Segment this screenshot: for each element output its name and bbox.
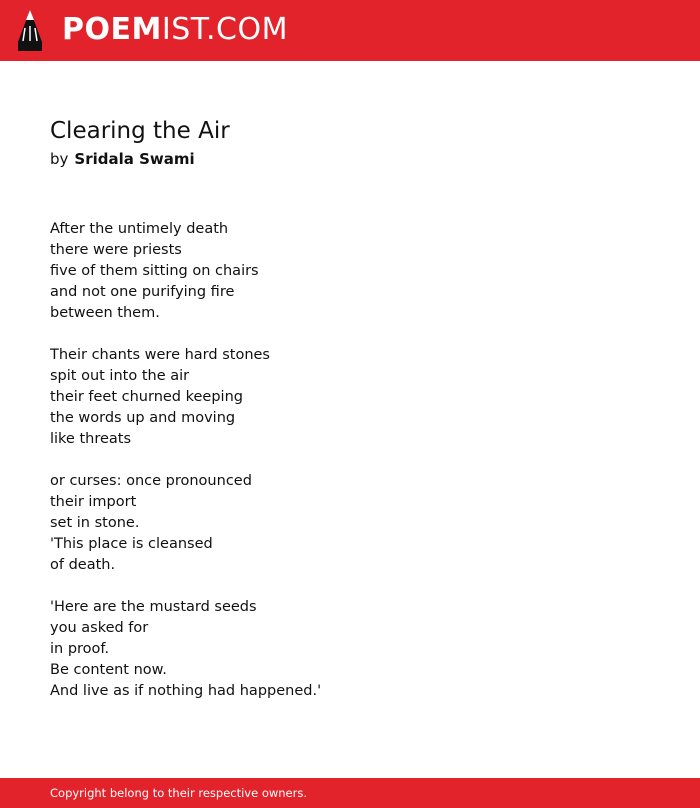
poem-byline	[50, 149, 195, 169]
poem-line: or curses: once pronounced	[50, 473, 252, 489]
poem-line: their import	[50, 494, 137, 510]
poem-line: After the untimely death	[50, 221, 229, 237]
poem-author: Sridala Swami	[74, 150, 195, 168]
stanza	[50, 345, 650, 450]
poem-line: 'Here are the mustard seeds	[50, 599, 257, 615]
poem-title: Clearing the Air	[50, 118, 230, 144]
poem-line: And live as if nothing had happened.'	[50, 683, 322, 699]
stanza	[50, 471, 650, 576]
poem-line: there were priests	[50, 242, 182, 258]
poem-line: like threats	[50, 431, 132, 447]
stanza	[50, 219, 650, 324]
poem-line: between them.	[50, 305, 160, 321]
poem-line: five of them sitting on chairs	[50, 263, 259, 279]
stanza	[50, 597, 650, 702]
logo-bold-text: POEM	[62, 12, 162, 47]
poem-line: of death.	[50, 557, 116, 573]
poem-line: their feet churned keeping	[50, 389, 243, 405]
poem-line: and not one purifying fire	[50, 284, 235, 300]
poem-line: Be content now.	[50, 662, 167, 678]
poem-body	[50, 219, 650, 723]
copyright-text: Copyright belong to their respective owners.	[50, 786, 308, 800]
poem-line: 'This place is cleansed	[50, 536, 213, 552]
site-logo[interactable]	[62, 12, 288, 48]
logo-light-text: IST.COM	[161, 12, 288, 47]
poem-line: Their chants were hard stones	[50, 347, 270, 363]
poem-line: you asked for	[50, 620, 149, 636]
by-label: by	[50, 150, 69, 168]
poem-line: spit out into the air	[50, 368, 190, 384]
poem-line: set in stone.	[50, 515, 140, 531]
poem-line: the words up and moving	[50, 410, 236, 426]
site-footer	[0, 778, 700, 808]
poem-line: in proof.	[50, 641, 110, 657]
site-header	[0, 0, 700, 61]
pencil-icon	[16, 8, 44, 52]
